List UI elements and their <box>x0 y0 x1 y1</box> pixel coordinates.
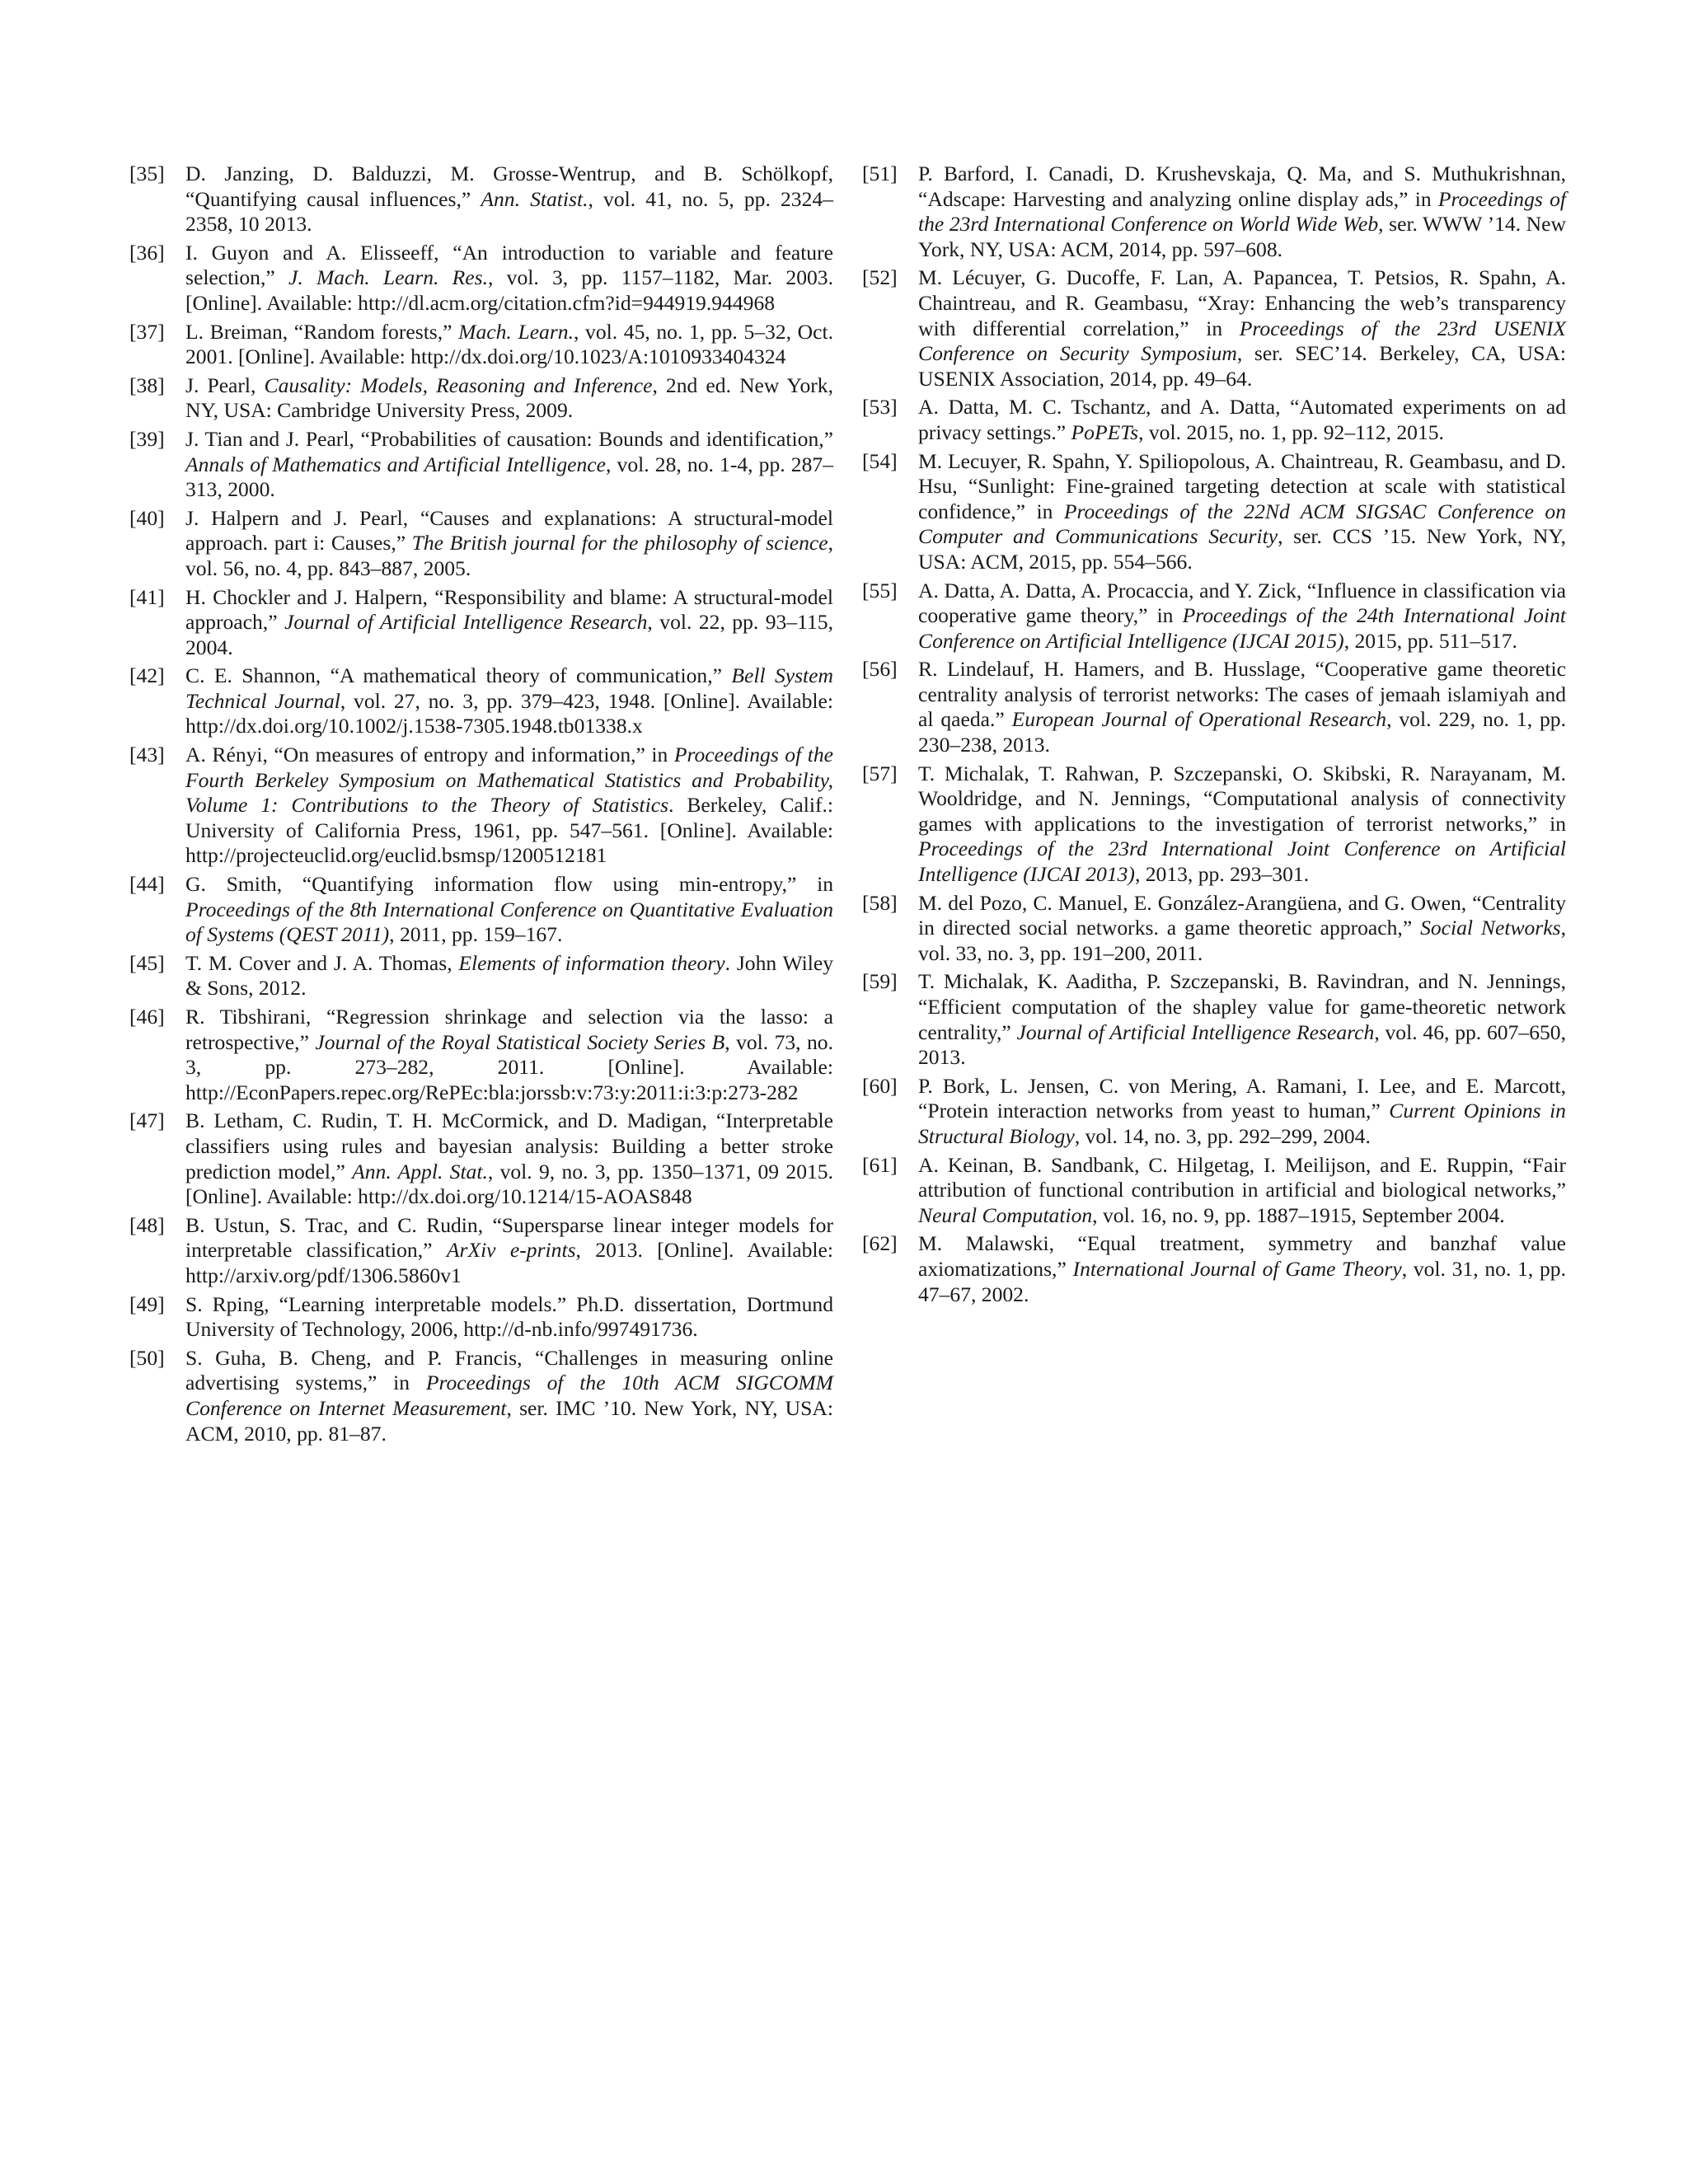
reference-number: [40] <box>129 505 165 530</box>
reference-fragment: T. M. Cover and J. A. Thomas, <box>185 950 459 975</box>
reference-number: [59] <box>862 969 898 994</box>
reference-text <box>918 762 1566 886</box>
reference-fragment: P. Barford, I. Canadi, D. Krushevskaja, Q. Ma, and S. Muthukrishnan, “Adscape: Harvesting and analyzing online display ads,” in <box>918 162 1566 211</box>
reference-entry <box>862 762 1566 888</box>
reference-number: [51] <box>862 162 898 185</box>
reference-entry <box>129 872 833 948</box>
reference-number: [56] <box>862 657 898 682</box>
reference-text <box>185 320 833 369</box>
reference-fragment: , 2nd ed. New York, NY, USA: Cambridge University Press, 2009. <box>185 373 833 423</box>
reference-fragment: A. Rényi, “On measures of entropy and information,” in <box>185 743 674 767</box>
reference-number: [35] <box>129 162 165 185</box>
reference-venue: J. Mach. Learn. Res. <box>288 265 489 290</box>
reference-entry <box>862 657 1566 757</box>
reference-venue: European Journal of Operational Research <box>1011 707 1387 732</box>
reference-fragment: , vol. 22, pp. 93–115, 2004. <box>185 610 833 659</box>
reference-text <box>185 162 833 236</box>
reference-number: [57] <box>862 761 898 785</box>
reference-entry <box>129 506 833 582</box>
reference-number: [36] <box>129 240 165 265</box>
reference-fragment: H. Chockler and J. Halpern, “Responsibility and blame: A structural-model approach,” <box>185 584 833 635</box>
reference-number: [50] <box>129 1345 165 1370</box>
reference-number: [47] <box>129 1108 165 1133</box>
reference-fragment: , vol. 3, pp. 1157–1182, Mar. 2003. [Online]. Available: http://dl.acm.org/citation.cfm?id=944919.944968 <box>185 265 834 315</box>
reference-fragment: , vol. 73, no. 3, pp. 273–282, 2011. [Online]. Available: http://EconPapers.repec.org/RePEc:bla:jorssb:v:73:y:2011:i:3:p:273-282 <box>185 1029 833 1104</box>
reference-venue: Proceedings of the 23rd International Conference on World Wide Web <box>918 186 1566 237</box>
reference-venue: Mach. Learn. <box>458 319 574 344</box>
reference-entry <box>129 373 833 424</box>
references-column-right <box>862 162 1566 1310</box>
reference-number: [52] <box>862 265 898 290</box>
reference-venue: International Journal of Game Theory <box>1072 1256 1402 1281</box>
reference-fragment: , ser. SEC’14. Berkeley, CA, USA: USENIX Association, 2014, pp. 49–64. <box>918 341 1566 391</box>
reference-fragment: , vol. 27, no. 3, pp. 379–423, 1948. [Online]. Available: http://dx.doi.org/10.1002/j.1538-7305.1948.tb01338.x <box>185 688 834 738</box>
reference-text <box>918 657 1566 757</box>
reference-fragment: I. Guyon and A. Elisseeff, “An introduction to variable and feature selection,” <box>185 240 833 290</box>
reference-number: [53] <box>862 395 898 419</box>
reference-fragment: , vol. 14, no. 3, pp. 292–299, 2004. <box>1074 1123 1371 1148</box>
reference-venue: Causality: Models, Reasoning and Inference <box>264 373 653 397</box>
reference-fragment: , vol. 9, no. 3, pp. 1350–1371, 09 2015. [Online]. Available: http://dx.doi.org/10.1214/15-AOAS848 <box>185 1159 833 1209</box>
reference-fragment: , vol. 16, no. 9, pp. 1887–1915, September 2004. <box>1092 1202 1505 1227</box>
reference-venue: Bell System Technical Journal <box>185 663 834 713</box>
reference-number: [61] <box>862 1152 898 1177</box>
reference-text <box>918 449 1566 574</box>
reference-fragment: G. Smith, “Quantifying information flow using min-entropy,” in <box>185 872 833 897</box>
reference-text <box>185 241 833 315</box>
reference-text <box>185 1005 833 1104</box>
reference-text <box>918 265 1566 390</box>
reference-venue: ArXiv e-prints <box>446 1238 576 1263</box>
reference-venue: Proceedings of the 8th International Conference on Quantitative Evaluation of Systems (QEST 2011) <box>185 897 833 947</box>
reference-fragment: . John Wiley & Sons, 2012. <box>185 950 833 1001</box>
reference-number: [38] <box>129 373 165 397</box>
reference-text <box>185 743 833 867</box>
reference-number: [44] <box>129 872 165 897</box>
reference-venue: Elements of information theory <box>458 950 725 975</box>
reference-number: [39] <box>129 426 165 451</box>
reference-fragment: J. Tian and J. Pearl, “Probabilities of causation: Bounds and identification,” <box>185 426 833 451</box>
reference-venue: Annals of Mathematics and Artificial Intelligence <box>185 452 607 476</box>
reference-text <box>185 585 833 659</box>
reference-venue: Journal of Artificial Intelligence Research <box>284 610 648 635</box>
reference-entry <box>862 579 1566 654</box>
reference-entry <box>129 1213 833 1289</box>
reference-text <box>185 1346 833 1446</box>
reference-number: [60] <box>862 1073 898 1098</box>
reference-number: [54] <box>862 448 898 473</box>
reference-fragment: , vol. 2015, no. 1, pp. 92–112, 2015. <box>1138 419 1444 444</box>
reference-venue: Neural Computation <box>918 1202 1093 1227</box>
reference-fragment: B. Letham, C. Rudin, T. H. McCormick, and D. Madigan, “Interpretable classifiers using rules and bayesian analysis: Building a better stroke prediction model,” <box>185 1108 833 1183</box>
reference-fragment: P. Bork, L. Jensen, C. von Mering, A. Ramani, I. Lee, and E. Marcott, “Protein interaction networks from yeast to human,” <box>918 1073 1566 1123</box>
reference-venue: Proceedings of the Fourth Berkeley Symposium on Mathematical Statistics and Probability, Volume 1: Contributions to the Theory of Statistics <box>185 743 833 818</box>
reference-number: [55] <box>862 578 898 602</box>
reference-fragment: , ser. CCS ’15. New York, NY, USA: ACM, 2015, pp. 554–566. <box>918 524 1566 574</box>
reference-entry <box>129 427 833 503</box>
reference-fragment: , vol. 46, pp. 607–650, 2013. <box>918 1019 1566 1070</box>
reference-fragment: , ser. IMC ’10. New York, NY, USA: ACM, 2010, pp. 81–87. <box>185 1395 833 1446</box>
reference-entry <box>129 585 833 661</box>
reference-text <box>185 1108 833 1208</box>
reference-fragment: T. Michalak, K. Aaditha, P. Szczepanski, B. Ravindran, and N. Jennings, “Efficient computation of the shapley value for game-theoretic network centrality,” <box>918 969 1566 1044</box>
reference-entry <box>862 1074 1566 1150</box>
reference-fragment: J. Halpern and J. Pearl, “Causes and explanations: A structural-model approach. part i: Causes,” <box>185 505 833 555</box>
reference-entry <box>862 162 1566 262</box>
reference-fragment: T. Michalak, T. Rahwan, P. Szczepanski, O. Skibski, R. Narayanam, M. Wooldridge, and N. Jennings, “Computational analysis of connectivity games with applications to the investigation of terrorist networks,” in <box>918 761 1566 836</box>
reference-fragment: R. Lindelauf, H. Hamers, and B. Husslage, “Cooperative game theoretic centrality analysis of terrorist networks: The cases of jemaah islamiyah and al qaeda.” <box>918 657 1566 732</box>
reference-venue: Proceedings of the 23rd International Joint Conference on Artificial Intelligence (IJCAI 2013) <box>918 837 1566 887</box>
reference-venue: Proceedings of the 23rd USENIX Conference on Security Symposium <box>918 316 1566 366</box>
reference-fragment: S. Guha, B. Cheng, and P. Francis, “Challenges in measuring online advertising systems,” in <box>185 1345 833 1395</box>
reference-entry <box>862 449 1566 575</box>
reference-fragment: R. Tibshirani, “Regression shrinkage and selection via the lasso: a retrospective,” <box>185 1005 833 1054</box>
reference-entry <box>129 320 833 370</box>
reference-number: [41] <box>129 584 165 609</box>
reference-text <box>185 872 833 946</box>
reference-text <box>185 1292 833 1342</box>
reference-number: [49] <box>129 1291 165 1316</box>
reference-entry <box>129 743 833 869</box>
reference-entry <box>862 1153 1566 1229</box>
reference-entry <box>862 1231 1566 1307</box>
reference-entry <box>129 951 833 1001</box>
reference-entry <box>129 241 833 316</box>
reference-entry <box>862 969 1566 1070</box>
reference-venue: The British journal for the philosophy of science <box>411 531 828 555</box>
reference-fragment: M. Lecuyer, R. Spahn, Y. Spiliopolous, A. Chaintreau, R. Geambasu, and D. Hsu, “Sunlight: Fine-grained targeting detection at scale with statistical confidence,” in <box>918 448 1566 523</box>
reference-number: [43] <box>129 743 165 767</box>
reference-fragment: , vol. 41, no. 5, pp. 2324–2358, 10 2013. <box>185 186 833 237</box>
reference-entry <box>862 265 1566 391</box>
reference-fragment: , 2015, pp. 511–517. <box>1343 628 1517 653</box>
reference-text <box>918 1074 1566 1148</box>
reference-fragment: B. Ustun, S. Trac, and C. Rudin, “Supersparse linear integer models for interpretable classification,” <box>185 1212 833 1263</box>
reference-fragment: , vol. 33, no. 3, pp. 191–200, 2011. <box>918 916 1566 965</box>
reference-text <box>918 395 1566 444</box>
reference-venue: Proceedings of the 10th ACM SIGCOMM Conference on Internet Measurement <box>185 1371 833 1420</box>
reference-fragment: , 2011, pp. 159–167. <box>389 922 563 947</box>
reference-entry <box>129 162 833 237</box>
reference-fragment: , vol. 45, no. 1, pp. 5–32, Oct. 2001. [Online]. Available: http://dx.doi.org/10.1023/A:1010933404324 <box>185 319 834 369</box>
reference-fragment: M. del Pozo, C. Manuel, E. González-Arangüena, and G. Owen, “Centrality in directed social networks. a game theoretic approach,” <box>918 890 1566 940</box>
reference-number: [62] <box>862 1231 898 1256</box>
reference-fragment: , vol. 28, no. 1-4, pp. 287–313, 2000. <box>185 452 833 502</box>
reference-entry <box>129 1108 833 1209</box>
reference-text <box>185 951 833 1001</box>
reference-venue: Journal of the Royal Statistical Society Series B <box>315 1029 725 1054</box>
reference-entry <box>862 891 1566 967</box>
reference-text <box>185 506 833 580</box>
reference-number: [46] <box>129 1005 165 1029</box>
reference-fragment: M. Malawski, “Equal treatment, symmetry and banzhaf value axiomatizations,” <box>918 1231 1566 1281</box>
reference-text <box>918 891 1566 965</box>
reference-entry <box>129 1292 833 1343</box>
reference-venue: Proceedings of the 22Nd ACM SIGSAC Conference on Computer and Communications Security <box>918 499 1566 549</box>
reference-venue: Ann. Statist. <box>481 186 588 211</box>
reference-fragment: , 2013, pp. 293–301. <box>1134 862 1310 887</box>
reference-text <box>185 663 833 738</box>
reference-text <box>185 1213 833 1287</box>
reference-fragment: M. Lécuyer, G. Ducoffe, F. Lan, A. Papancea, T. Petsios, R. Spahn, A. Chaintreau, and R. Geambasu, “Xray: Enhancing the web’s transparency with differential correlation,” in <box>918 265 1566 340</box>
reference-fragment: C. E. Shannon, “A mathematical theory of communication,” <box>185 663 732 688</box>
reference-text <box>918 1153 1566 1227</box>
reference-number: [58] <box>862 890 898 915</box>
reference-number: [37] <box>129 319 165 344</box>
reference-fragment: A. Keinan, B. Sandbank, C. Hilgetag, I. Meilijson, and E. Ruppin, “Fair attribution of functional contribution in artificial and biological networks,” <box>918 1152 1566 1202</box>
references-column-left <box>129 162 833 1450</box>
reference-fragment: , vol. 31, no. 1, pp. 47–67, 2002. <box>918 1256 1566 1306</box>
reference-venue: Social Networks <box>1420 916 1561 940</box>
reference-number: [45] <box>129 950 165 975</box>
reference-text <box>918 969 1566 1069</box>
reference-entry <box>129 663 833 739</box>
reference-text <box>185 373 833 423</box>
reference-text <box>918 162 1566 261</box>
reference-fragment: D. Janzing, D. Balduzzi, M. Grosse-Wentrup, and B. Schölkopf, “Quantifying causal influences,” <box>185 162 833 211</box>
reference-venue: Ann. Appl. Stat. <box>352 1159 488 1183</box>
reference-number: [42] <box>129 663 165 688</box>
reference-fragment: S. Rping, “Learning interpretable models.” Ph.D. dissertation, Dortmund University of Technology, 2006, http://d-nb.info/997491736. <box>185 1291 833 1342</box>
reference-entry <box>129 1346 833 1446</box>
reference-fragment: . Berkeley, Calif.: University of California Press, 1961, pp. 547–561. [Online]. Available: http://projecteuclid.org/euclid.bsmsp/1200512181 <box>185 793 833 868</box>
reference-venue: Proceedings of the 24th International Joint Conference on Artificial Intelligence (IJCAI 2015) <box>918 603 1566 653</box>
reference-text <box>918 1231 1566 1305</box>
reference-entry <box>862 395 1566 445</box>
reference-number: [48] <box>129 1212 165 1237</box>
reference-fragment: A. Datta, A. Datta, A. Procaccia, and Y. Zick, “Influence in classification via cooperative game theory,” in <box>918 578 1566 628</box>
reference-fragment: , vol. 229, no. 1, pp. 230–238, 2013. <box>918 707 1566 757</box>
reference-text <box>185 427 833 501</box>
reference-fragment: L. Breiman, “Random forests,” <box>185 319 459 344</box>
reference-fragment: J. Pearl, <box>185 373 265 397</box>
reference-fragment: , ser. WWW ’14. New York, NY, USA: ACM, 2014, pp. 597–608. <box>918 212 1566 261</box>
reference-fragment: , 2013. [Online]. Available: http://arxiv.org/pdf/1306.5860v1 <box>185 1238 833 1287</box>
reference-venue: Journal of Artificial Intelligence Research <box>1016 1019 1375 1044</box>
reference-text <box>918 579 1566 653</box>
reference-venue: PoPETs <box>1071 419 1139 444</box>
reference-entry <box>129 1005 833 1105</box>
reference-venue: Current Opinions in Structural Biology <box>918 1099 1566 1148</box>
reference-fragment: A. Datta, M. C. Tschantz, and A. Datta, “Automated experiments on ad privacy settings.” <box>918 395 1566 444</box>
reference-fragment: , vol. 56, no. 4, pp. 843–887, 2005. <box>185 531 834 580</box>
